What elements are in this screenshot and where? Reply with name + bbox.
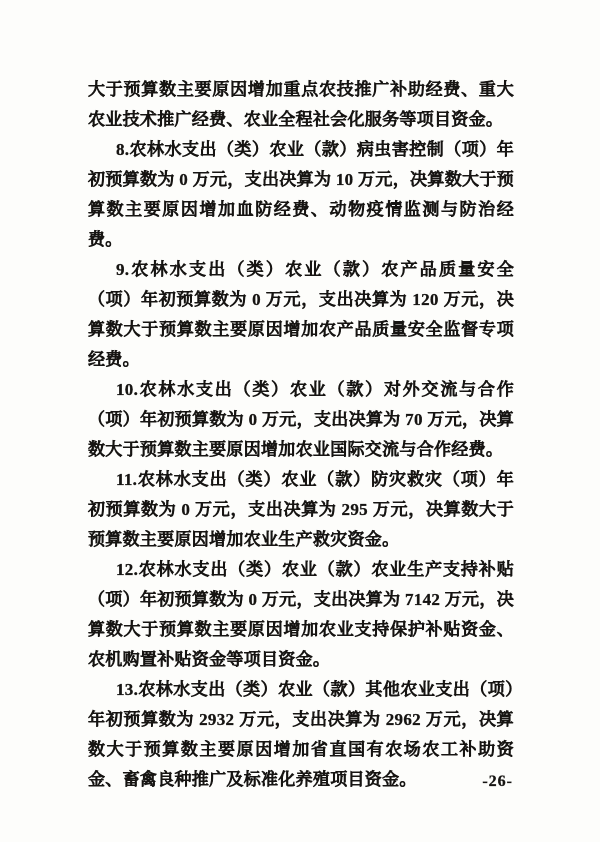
paragraph: 10.农林水支出（类）农业（款）对外交流与合作（项）年初预算数为 0 万元，支出决算为 70 万元，决算数大于预算数主要原因增加农业国际交流与合作经费。 <box>88 380 514 459</box>
document-body <box>88 75 514 795</box>
paragraph: 9.农林水支出（类）农业（款）农产品质量安全（项）年初预算数为 0 万元，支出决算为 120 万元，决算数大于预算数主要原因增加农产品质量安全监督专项经费。 <box>88 260 514 369</box>
paragraph: 12.农林水支出（类）农业（款）农业生产支持补贴（项）年初预算数为 0 万元，支出决算为 7142 万元，决算数大于预算数主要原因增加农业支持保护补贴资金、农机购置补贴资金等项目资金。 <box>88 560 514 669</box>
paragraph: 8.农林水支出（类）农业（款）病虫害控制（项）年初预算数为 0 万元，支出决算为 10 万元，决算数大于预算数主要原因增加血防经费、动物疫情监测与防治经费。 <box>88 140 514 249</box>
paragraph: 13.农林水支出（类）农业（款）其他农业支出（项）年初预算数为 2932 万元，支出决算为 2962 万元，决算数大于预算数主要原因增加省直国有农场农工补助资金、畜禽良种推广及标准化养殖项目资金。 <box>88 680 514 789</box>
paragraph: 大于预算数主要原因增加重点农技推广补助经费、重大农业技术推广经费、农业全程社会化服务等项目资金。 <box>88 80 514 129</box>
paragraph: 11.农林水支出（类）农业（款）防灾救灾（项）年初预算数为 0 万元，支出决算为 295 万元，决算数大于预算数主要原因增加农业生产救灾资金。 <box>88 470 514 549</box>
page-number: -26- <box>482 773 513 790</box>
